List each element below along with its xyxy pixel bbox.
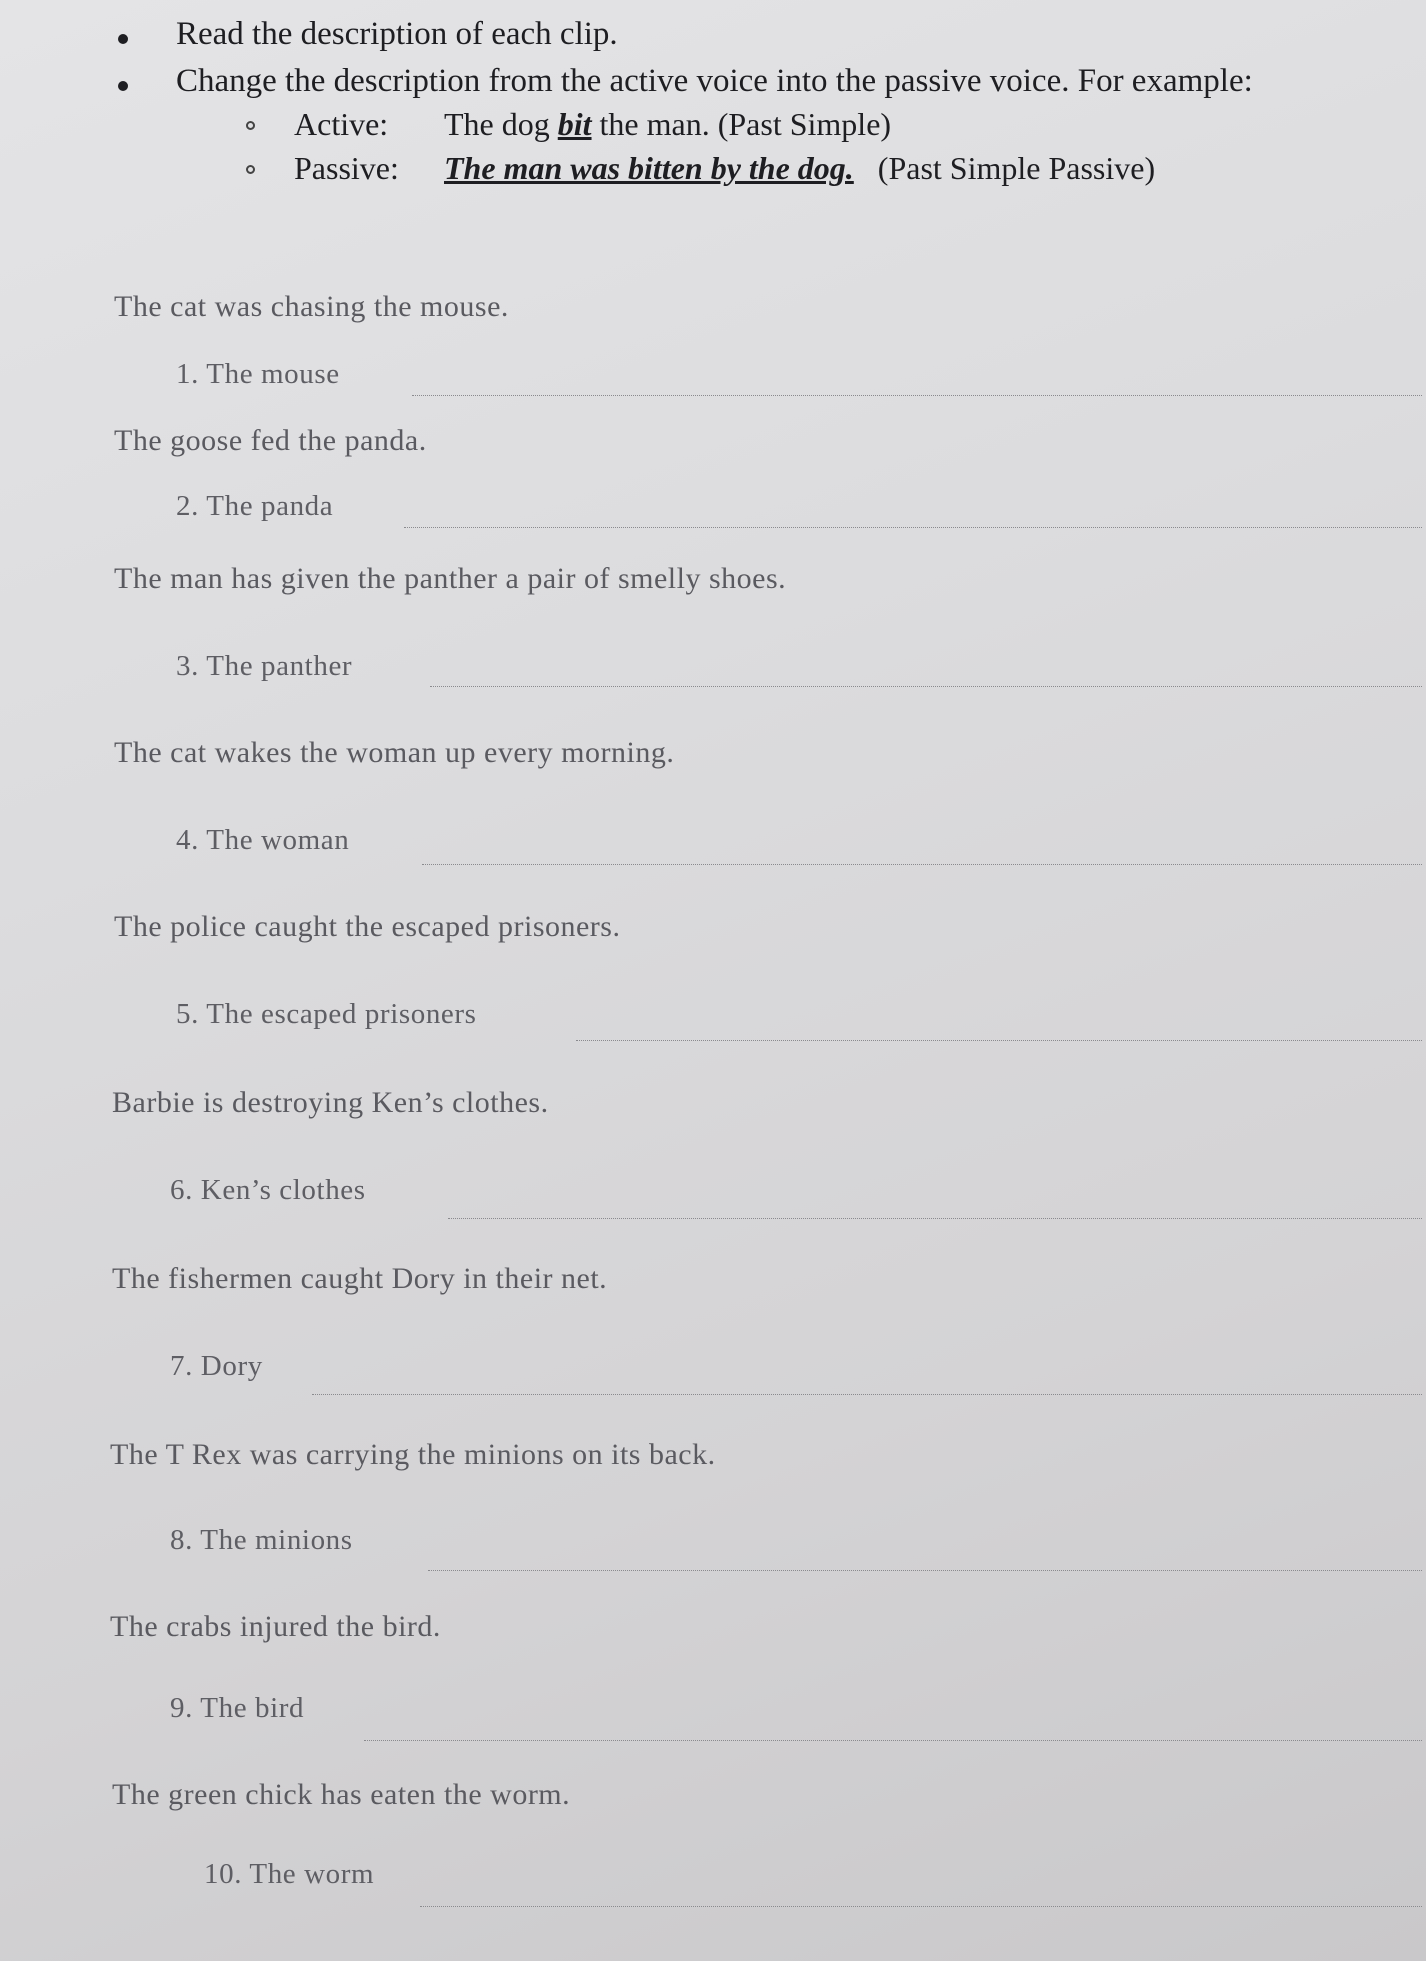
passive-label: Passive: — [294, 150, 399, 186]
exercise-sentence-7: The fishermen caught Dory in their net. — [112, 1262, 608, 1295]
exercise-sentence-4: The cat wakes the woman up every morning. — [114, 736, 675, 769]
exercise-sentence-5: The police caught the escaped prisoners. — [114, 910, 621, 943]
active-verb: bit — [557, 106, 592, 142]
active-label: Active: — [294, 106, 389, 142]
answer-field-2[interactable] — [404, 527, 1422, 528]
answer-field-10[interactable] — [420, 1906, 1422, 1907]
exercise-prompt-4: 4. The woman — [176, 824, 350, 856]
bullet-dot-icon — [118, 81, 128, 91]
answer-field-8[interactable] — [428, 1570, 1422, 1571]
bullet-dot-icon — [118, 34, 128, 44]
exercise-sentence-2: The goose fed the panda. — [114, 424, 427, 457]
exercise-sentence-8: The T Rex was carrying the minions on its back. — [110, 1438, 716, 1471]
example-passive — [294, 150, 1155, 187]
exercise-prompt-3: 3. The panther — [176, 650, 353, 682]
answer-field-3[interactable] — [430, 686, 1422, 687]
answer-field-4[interactable] — [422, 864, 1422, 865]
active-post: the man. (Past Simple) — [591, 106, 892, 142]
example-active — [294, 106, 891, 143]
circle-bullet-icon — [246, 165, 255, 174]
exercise-prompt-10: 10. The worm — [204, 1858, 375, 1890]
answer-field-9[interactable] — [364, 1740, 1422, 1741]
exercise-sentence-9: The crabs injured the bird. — [110, 1610, 441, 1643]
exercise-prompt-2: 2. The panda — [176, 490, 334, 522]
passive-note: (Past Simple Passive) — [877, 150, 1156, 186]
exercise-sentence-3: The man has given the panther a pair of smelly shoes. — [114, 562, 787, 595]
answer-field-1[interactable] — [412, 395, 1422, 396]
answer-field-6[interactable] — [448, 1218, 1422, 1219]
circle-bullet-icon — [246, 121, 255, 130]
answer-field-7[interactable] — [312, 1394, 1422, 1395]
instruction-2: Change the description from the active voice into the passive voice. For example: — [176, 63, 1253, 99]
answer-field-5[interactable] — [576, 1040, 1422, 1041]
exercise-prompt-6: 6. Ken’s clothes — [170, 1174, 366, 1206]
passive-sentence: The man was bitten by the dog. — [444, 150, 854, 186]
exercise-prompt-9: 9. The bird — [170, 1692, 305, 1724]
active-pre: The dog — [444, 106, 558, 142]
exercise-prompt-5: 5. The escaped prisoners — [176, 998, 477, 1030]
exercise-sentence-1: The cat was chasing the mouse. — [114, 290, 509, 323]
exercise-sentence-6: Barbie is destroying Ken’s clothes. — [112, 1086, 549, 1119]
exercise-prompt-8: 8. The minions — [170, 1524, 353, 1556]
exercise-sentence-10: The green chick has eaten the worm. — [112, 1778, 571, 1811]
exercise-prompt-1: 1. The mouse — [176, 358, 340, 390]
exercise-prompt-7: 7. Dory — [170, 1350, 263, 1382]
instruction-1: Read the description of each clip. — [176, 16, 618, 52]
